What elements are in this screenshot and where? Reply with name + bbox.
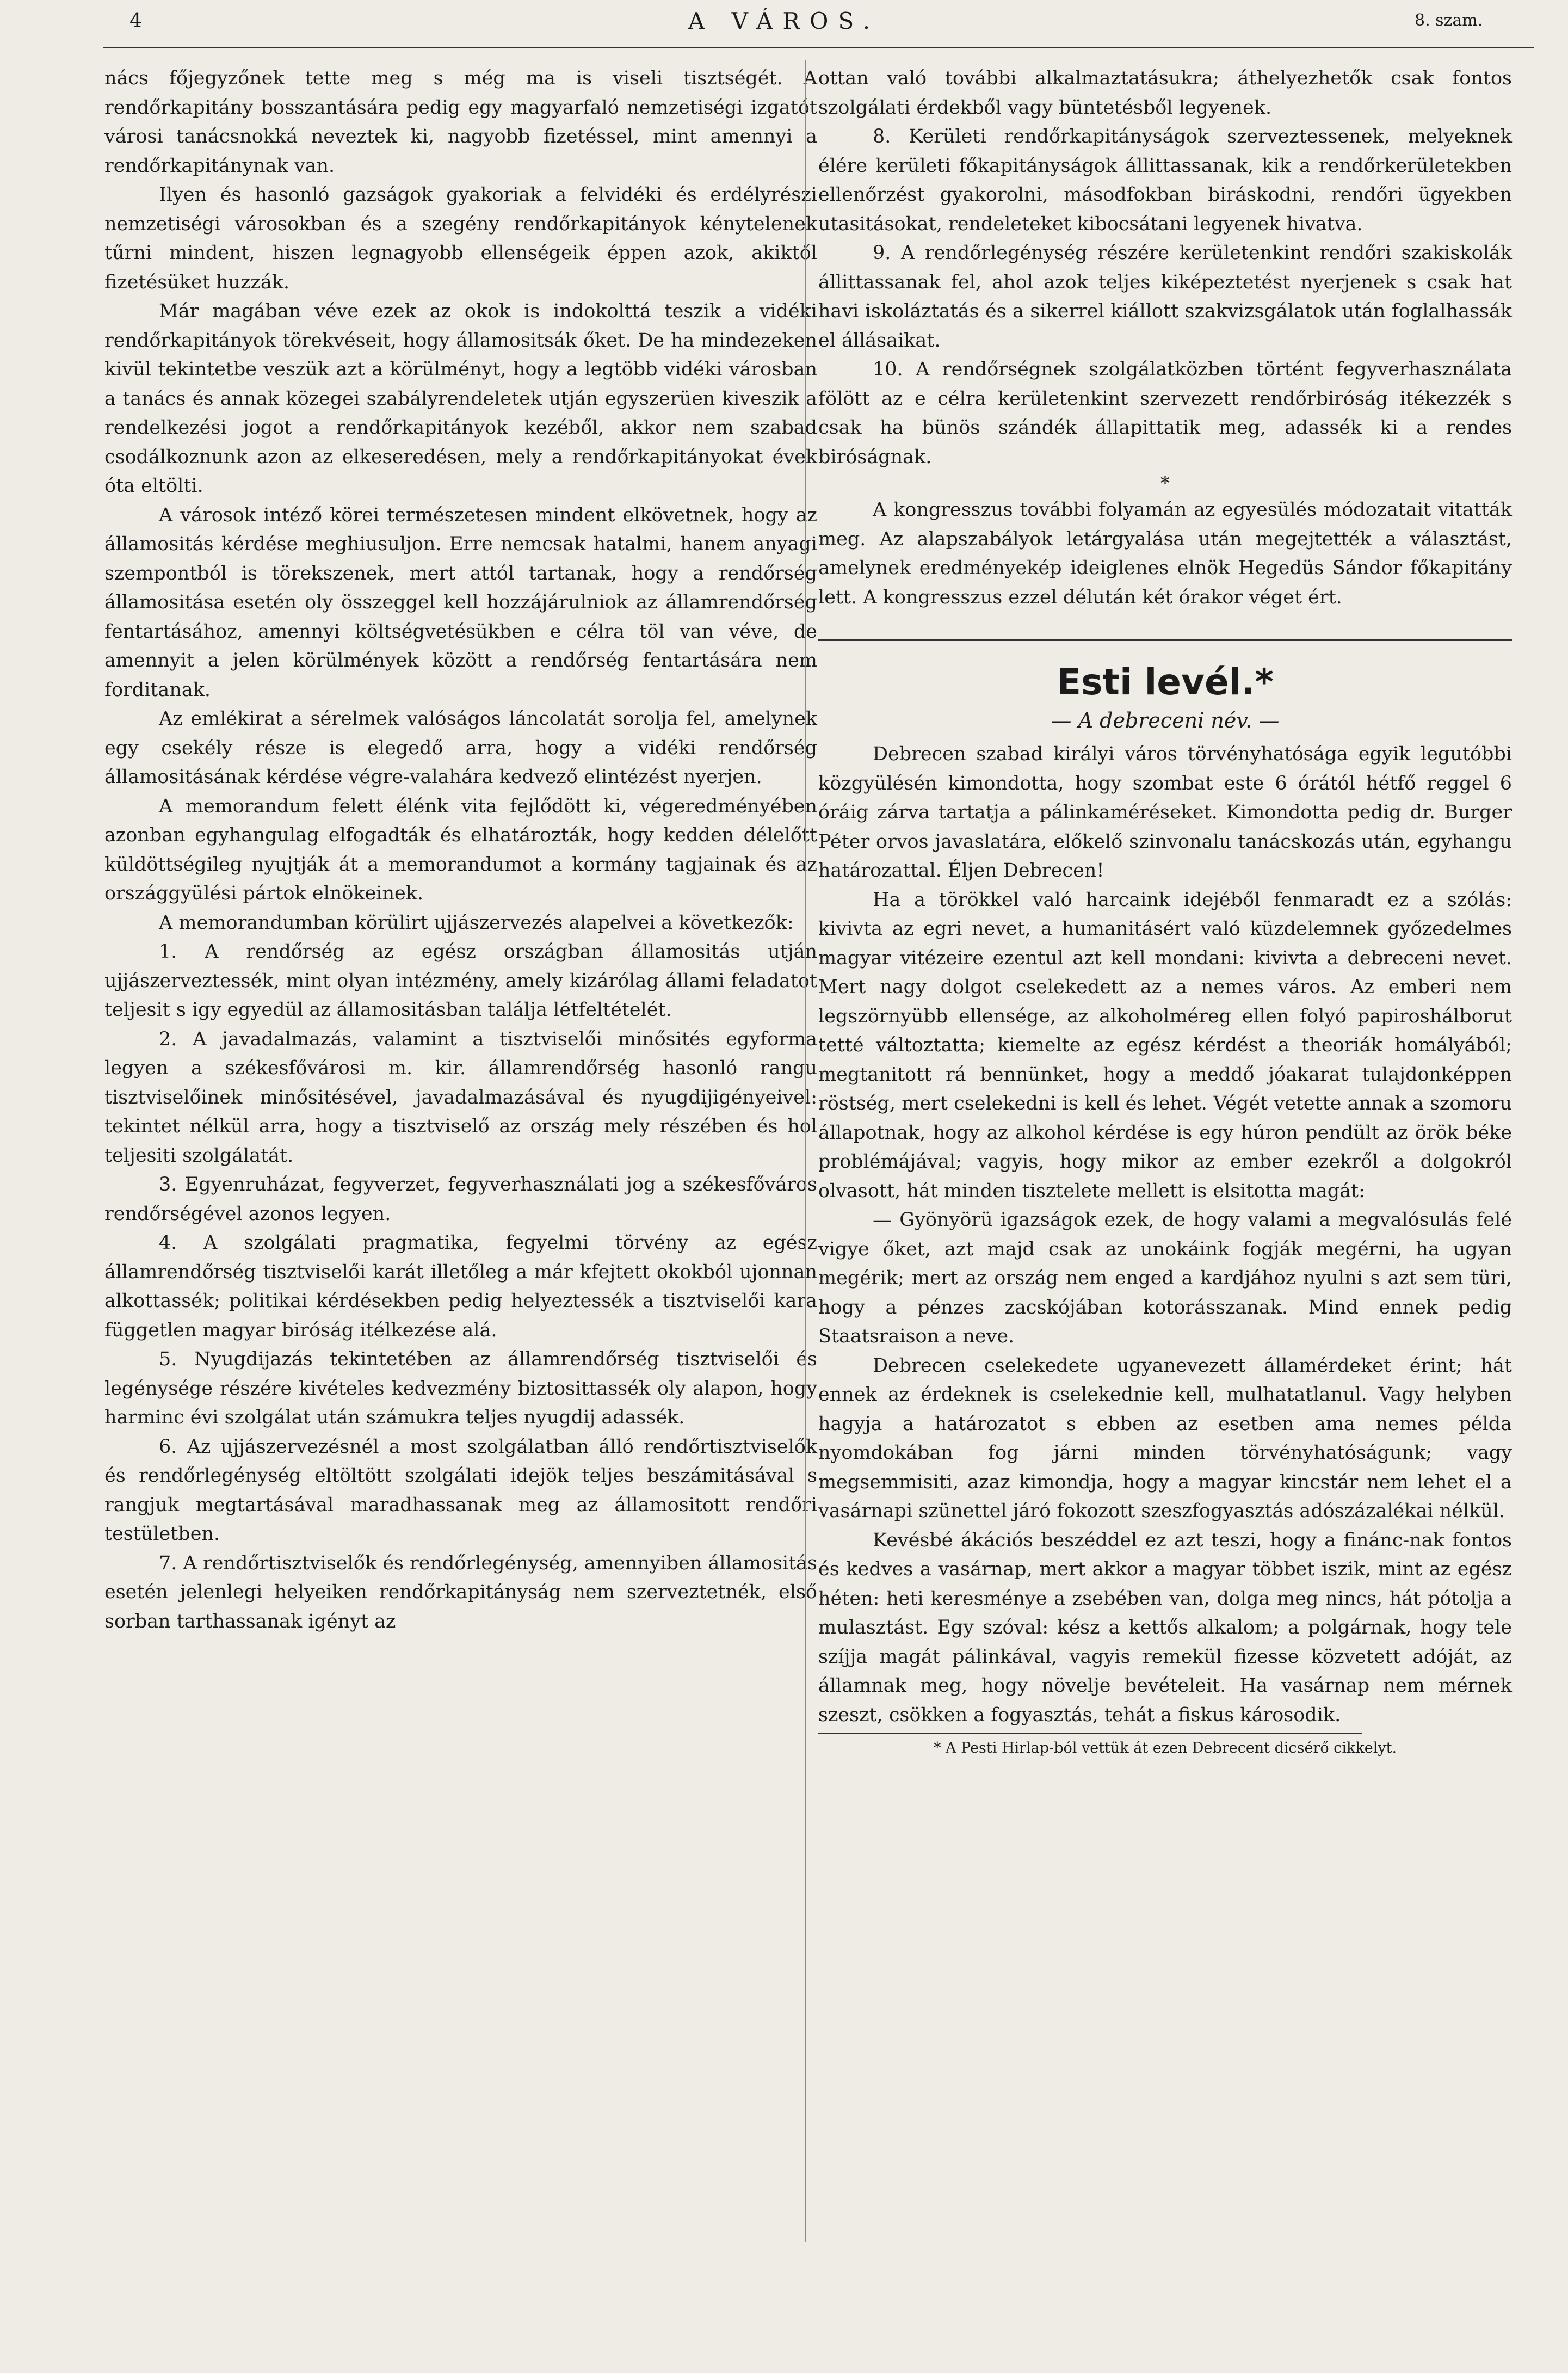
- article-subtitle: — A debreceni név. —: [1051, 708, 1280, 732]
- list-item: 8. Kerületi rendőrkapitányságok szerveztessenek, melyeknek élére kerületi főkapitányságok állittassanak, kik a rendőrkerületekben ellenőrzést gyakorolni, másodfokban biráskodni, rendőri ügyekben utasitásokat, rendeleteket kibocsátani legyenek hivatva.: [818, 126, 1512, 235]
- article-title: Esti levél.*: [1057, 661, 1274, 703]
- list-item: 4. A szolgálati pragmatika, fegyelmi törvény az egész államrendőrség tisztviselői karát illetőleg a már kfejtett okokból ujonnan alkottassék; politikai kérdésekben pedig helyeztessék a tisztviselői kara független magyar biróság itélkezése alá.: [104, 1232, 817, 1341]
- list-item: 7. A rendőrtisztviselők és rendőrlegénység, amennyiben államositás esetén jelenlegi helyeiken rendőrkapitányság nem szerveztetnék, első sorban tarthassanak igényt az: [104, 1552, 817, 1632]
- paragraph: A városok intéző körei természetesen mindent elkövetnek, hogy az államositás kérdése meghiusuljon. Erre nemcsak hatalmi, hanem anyagi szempontból is törekszenek, mert attól tartanak, hogy a rendőrség államositása esetén oly összeggel kell hozzájárulniok az államrendőrség fentartásához, amennyi költségvetésükben e célra töl van véve, de amennyit a jelen körülmények között a rendőrség fentartására nem forditanak.: [104, 504, 817, 701]
- column-rule: [805, 60, 806, 2242]
- paragraph: Debrecen cselekedete ugyanevezett államérdeket érint; hát ennek az érdeknek is cselekednie kell, mulhatatlanul. Vagy helyben hagyja a határozatot s ebben az esetben ama nemes példa nyomdokában fog járni minden törvényhatóságunk; vagy megsemmisiti, azaz kimondja, hogy a magyar kincstár nem lehet el a vasárnapi szünettel járó fokozott szeszfogyasztás adószázalékai nélkül.: [818, 1354, 1512, 1522]
- paragraph: Ilyen és hasonló gazságok gyakoriak a felvidéki és erdélyrészi nemzetiségi városokban és a szegény rendőrkapitányok kénytelenek tűrni mindent, hiszen legnagyobb ellenségeik éppen azok, akiktől fizetésüket huzzák.: [104, 184, 817, 293]
- paragraph: A kongresszus további folyamán az egyesülés módozatait vitatták meg. Az alapszabályok letárgyalása után megejtették a választást, amelynek eredményekép ideiglenes elnök Hegedüs Sándor főkapitány lett. A kongresszus ezzel délután két órakor véget ért.: [818, 499, 1512, 608]
- paragraph: Debrecen szabad királyi város törvényhatósága egyik legutóbbi közgyülésén kimondotta, hogy szombat este 6 órától hétfő reggel 6 óráig zárva tartatja a pálinkaméréseket. Kimondotta pedig dr. Burger Péter orvos javaslatára, előkelő szinvonalu tanácskozás után, egyhangu határozattal. Éljen Debrecen!: [818, 743, 1512, 882]
- paragraph: A memorandumban körülirt ujjászervezés alapelvei a következők:: [159, 911, 794, 934]
- footnote-rule: [818, 1733, 1362, 1734]
- list-item: 10. A rendőrségnek szolgálatközben történt fegyverhasználata fölött az e célra kerületenkint szervezett rendőrbiróság itékezzék s csak ha bünös szándék állapittatik meg, adassék ki a rendes biróságnak.: [818, 359, 1512, 468]
- list-item: ottan való további alkalmaztatásukra; áthelyezhetők csak fontos szolgálati érdekből vagy büntetésből legyenek.: [818, 67, 1512, 119]
- footnote: * A Pesti Hirlap-ból vettük át ezen Debrecent dicsérő cikkelyt.: [933, 1740, 1397, 1756]
- paragraph: Kevésbé ákációs beszéddel ez azt teszi, hogy a finánc-nak fontos és kedves a vasárnap, mert akkor a magyar többet iszik, mint az egész héten: heti keresménye a zsebében van, dolga meg nincs, hát pótolja a mulasztást. Egy szóval: kész a kettős alkalom; a polgárnak, hogy tele szíjja magát pálinkával, vagyis remekül fizesse közvetett adóját, az államnak meg, hogy növelje bevételeit. Ha vasárnap nem mérnek szeszt, csökken a fogyasztás, tehát a fiskus károsodik.: [818, 1529, 1512, 1726]
- list-item: 1. A rendőrség az egész országban államositás utján ujjászerveztessék, mint olyan intézmény, amely kizárólag állami feladatot teljesit s igy egyedül az államositásban találja létfeltételét.: [104, 941, 817, 1021]
- paragraph: — Gyönyörü igazságok ezek, de hogy valami a megvalósulás felé vigye őket, azt majd csak az unokáink fogják megérni, ha ugyan megérik; mert az ország nem enged a kardjához nyulni s azt sem türi, hogy a pénzes zacskójában kotorásszanak. Mind ennek pedig Staatsraison a neve.: [818, 1209, 1512, 1347]
- paragraph: A memorandum felett élénk vita fejlődött ki, végeredményében azonban egyhangulag elfogadták és elhatározták, hogy kedden délelőtt küldöttségileg nyujtják át a memorandumot a kormány tagjainak és az országgyülési pártok elnökeinek.: [104, 795, 817, 904]
- right-column: [818, 64, 1512, 1759]
- publication-title: A VÁROS.: [688, 8, 880, 34]
- page-number: 4: [129, 10, 142, 32]
- paragraph: Már magában véve ezek az okok is indokolttá teszik a vidéki rendőrkapitányok törekvéseit, hogy államositsák őket. De ha mindezeken kivül tekintetbe veszük azt a körülményt, hogy a legtöbb vidéki városban a tanács és annak közegei szabályrendeletek utján egyszerüen kiveszik a rendelkezési jogot a rendőrkapitányok kezéből, akkor nem szabad csodálkoznunk azon az elkeseredésen, mely a rendőrkapitányokat évek óta eltölti.: [104, 300, 817, 497]
- left-column: [104, 64, 817, 1636]
- paragraph: nács főjegyzőnek tette meg s még ma is viseli tisztségét. A rendőrkapitány bosszantására pedig egy magyarfaló nemzetiségi izgatót városi tanácsnokká neveztek ki, nagyobb fizetéssel, mint amennyi a rendőrkapitánynak van.: [104, 67, 817, 177]
- paragraph: Az emlékirat a sérelmek valóságos láncolatát sorolja fel, amelynek egy csekély része is elegedő arra, hogy a vidéki rendőrség államositásának kérdése végre-valahára kedvező elintézést nyerjen.: [104, 708, 817, 788]
- list-item: 2. A javadalmazás, valamint a tisztviselői minősités egyforma legyen a székesfővárosi m. kir. államrendőrség hasonló rangu tisztviselőinek minősitésével, javadalmazásával és nyugdijigényeivel: tekintet nélkül arra, hogy a tisztviselő az ország mely részében és hol teljesiti szolgálatát.: [104, 1028, 817, 1167]
- list-item: 6. Az ujjászervezésnél a most szolgálatban álló rendőrtisztviselők és rendőrlegénység eltöltött szolgálati idejök teljes beszámitásával s rangjuk megtartásával maradhassanak meg az államositott rendőri testületben.: [104, 1435, 817, 1545]
- list-item: 9. A rendőrlegénység részére kerületenkint rendőri szakiskolák állittassanak fel, ahol azok teljes kiképeztetést nyerjenek s csak hat havi iskoláztatás és a sikerrel kiállott szakvizsgálatok után foglalhassák el állásaikat.: [818, 242, 1512, 352]
- header-rule: [103, 47, 1534, 48]
- paragraph: Ha a törökkel való harcaink idejéből fenmaradt ez a szólás: kivivta az egri nevet, a humanitásért való küzdelemnek győzedelmes magyar vitézeire ezentul azt kell mondani: kivivta a debreceni nevet. Mert nagy dolgot cselekedett az a nemes város. Az emberi nem legszörnyübb ellensége, az alkoholméreg ellen folyó papiroshálborut tetté változtatta; kiemelte az egész kérdést a theoriák homályából; megtanitott rá bennünket, hogy a meddő jóakarat tulajdonképpen röstség, mert cselekedni is kell és lehet. Végét vetette annak a szomoru állapotnak, hogy az alkohol kérdése is egy húron pendült az örök béke problémájával; vagyis, hogy mikor az ember ezekről a dolgokról olvasott, hát minden tisztelete mellett is elsitotta magát:: [818, 889, 1512, 1202]
- article-rule: [818, 639, 1512, 641]
- section-separator: *: [1160, 473, 1170, 495]
- list-item: 3. Egyenruházat, fegyverzet, fegyverhasználati jog a székesfőváros rendőrségével azonos legyen.: [104, 1174, 817, 1225]
- page-header: [0, 0, 1568, 44]
- list-item: 5. Nyugdijazás tekintetében az államrendőrség tisztviselői és legénysége részére kivételes kedvezmény biztosittassék oly alapon, hogy harminc évi szolgálat után számukra teljes nyugdij adassék.: [104, 1348, 817, 1428]
- issue-number: 8. szam.: [1415, 11, 1483, 30]
